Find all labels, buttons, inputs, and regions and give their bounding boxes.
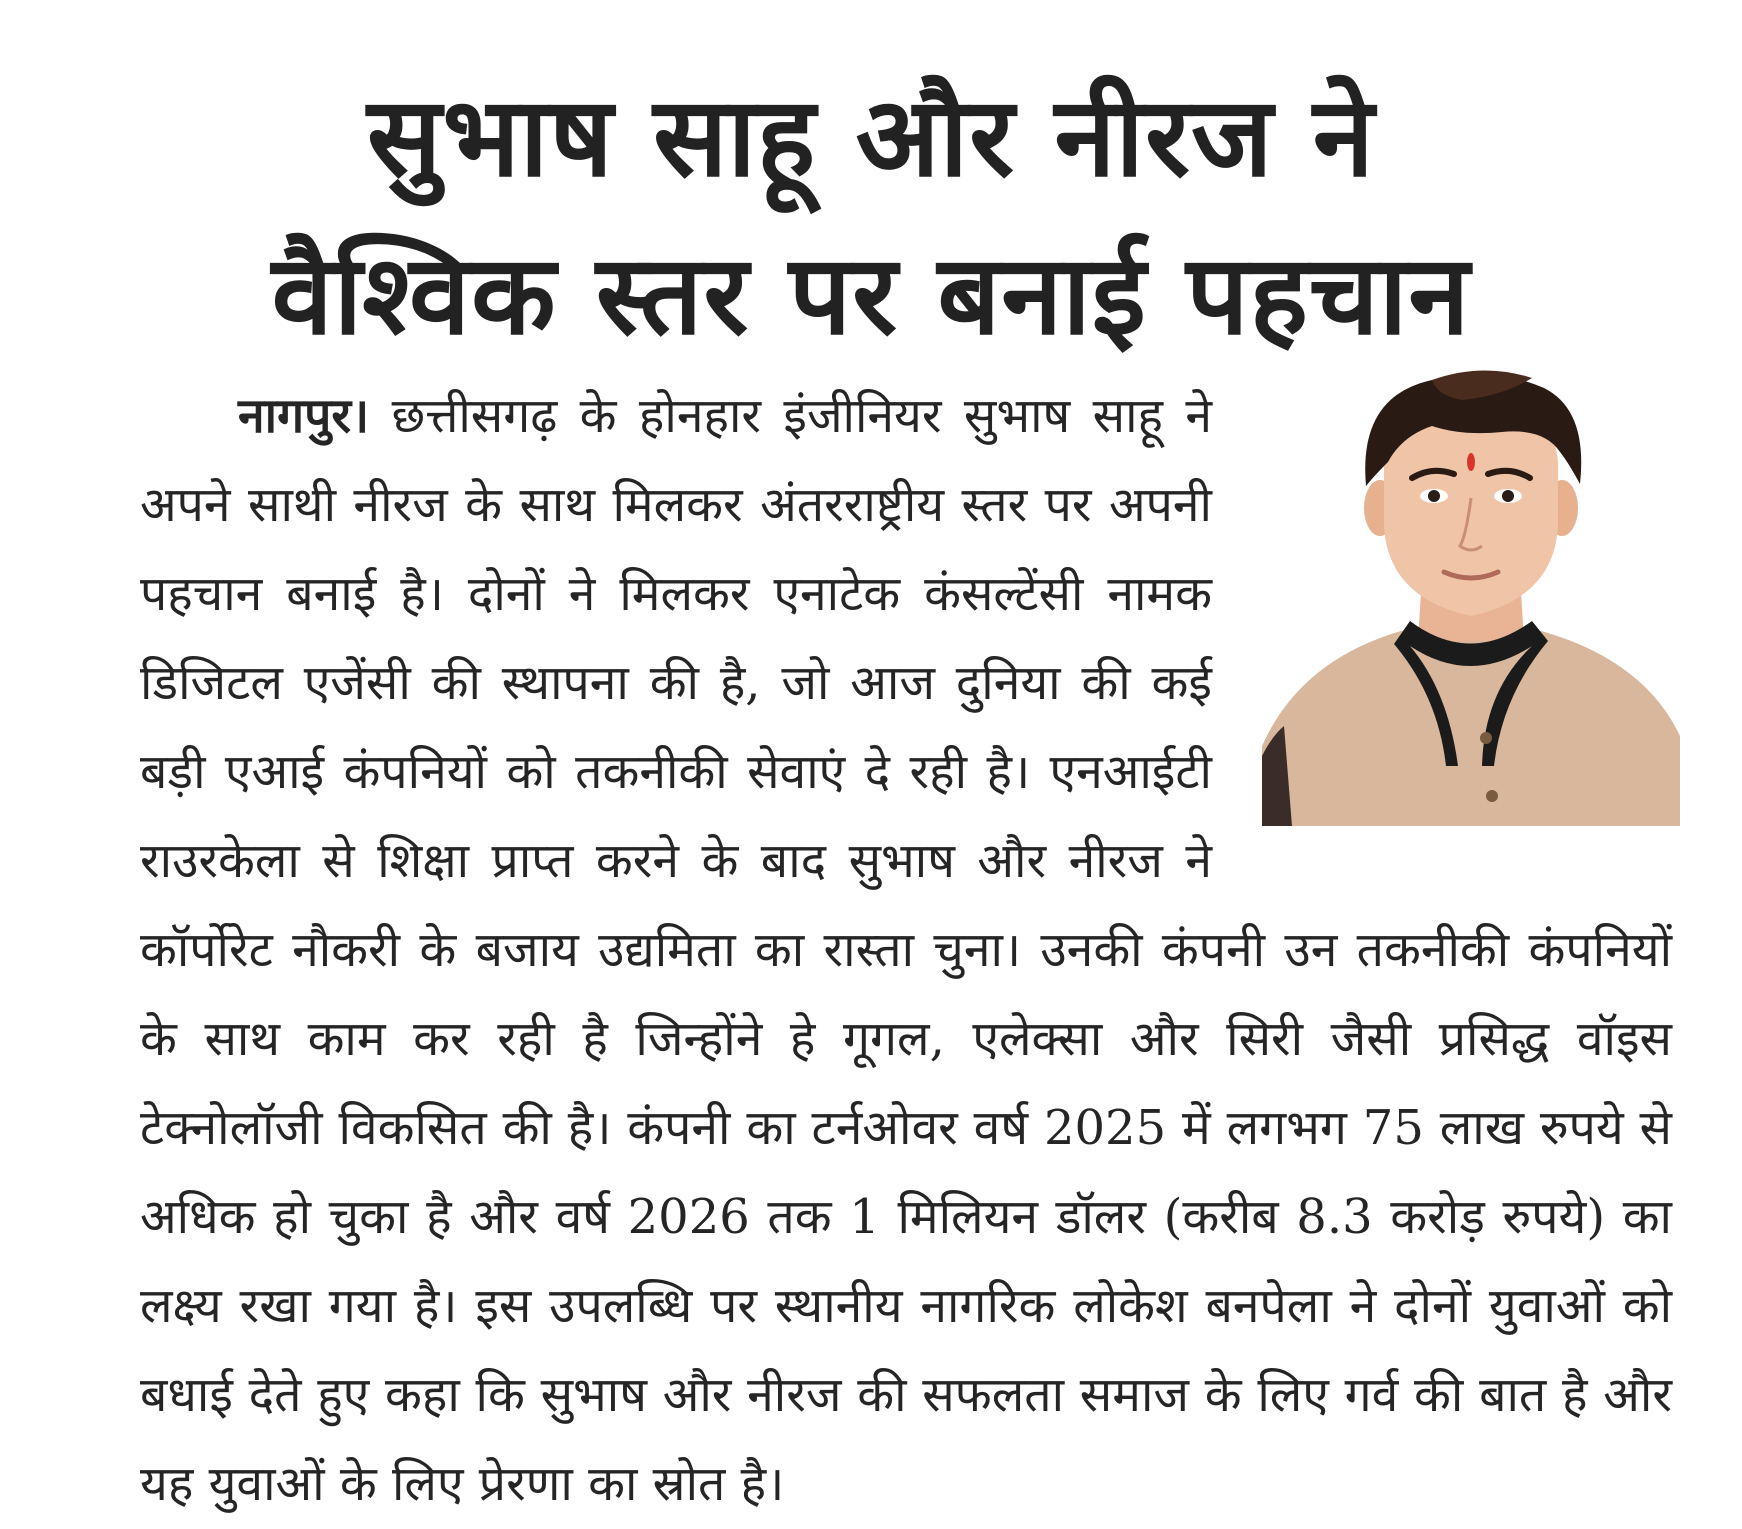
headline-line-1: सुभाष साहू और नीरज ने	[367, 73, 1375, 201]
dateline: नागपुर।	[238, 388, 370, 444]
headline	[60, 58, 1682, 374]
article-body	[140, 372, 1672, 1529]
headline-line-2: वैश्विक स्तर पर बनाई पहचान	[271, 231, 1471, 359]
photo-wrap-spacer	[1212, 372, 1672, 862]
article-text: छत्तीसगढ़ के होनहार इंजीनियर सुभाष साहू ने अपने साथी नीरज के साथ मिलकर अंतरराष्ट्रीय स्तर पर अपनी पहचान बनाई है। दोनों ने मिलकर एनाटेक कंसल्टेंसी नामक डिजिटल एजेंसी की स्थापना की है, जो आज दुनिया की कई बड़ी एआई कंपनियों को तकनीकी सेवाएं दे रही है। एनआईटी राउरकेला से शिक्षा प्राप्त करने के बाद सुभाष और नीरज ने कॉर्पोरेट नौकरी के बजाय उद्यमिता का रास्ता चुना। उनकी कंपनी उन तकनीकी कंपनियों के साथ काम कर रही है जिन्होंने हे गूगल, एलेक्सा और सिरी जैसी प्रसिद्ध वॉइस टेक्नोलॉजी विकसित की है। कंपनी का टर्नओवर वर्ष 2025 में लगभग 75 लाख रुपये से अधिक हो चुका है और वर्ष 2026 तक 1 मिलियन डॉलर (करीब 8.3 करोड़ रुपये) का लक्ष्य रखा गया है। इस उपलब्धि पर स्थानीय नागरिक लोकेश बनपेला ने दोनों युवाओं को बधाई देते हुए कहा कि सुभाष और नीरज की सफलता समाज के लिए गर्व की बात है और यह युवाओं के लिए प्रेरणा का स्रोत है।	[140, 388, 1672, 1512]
